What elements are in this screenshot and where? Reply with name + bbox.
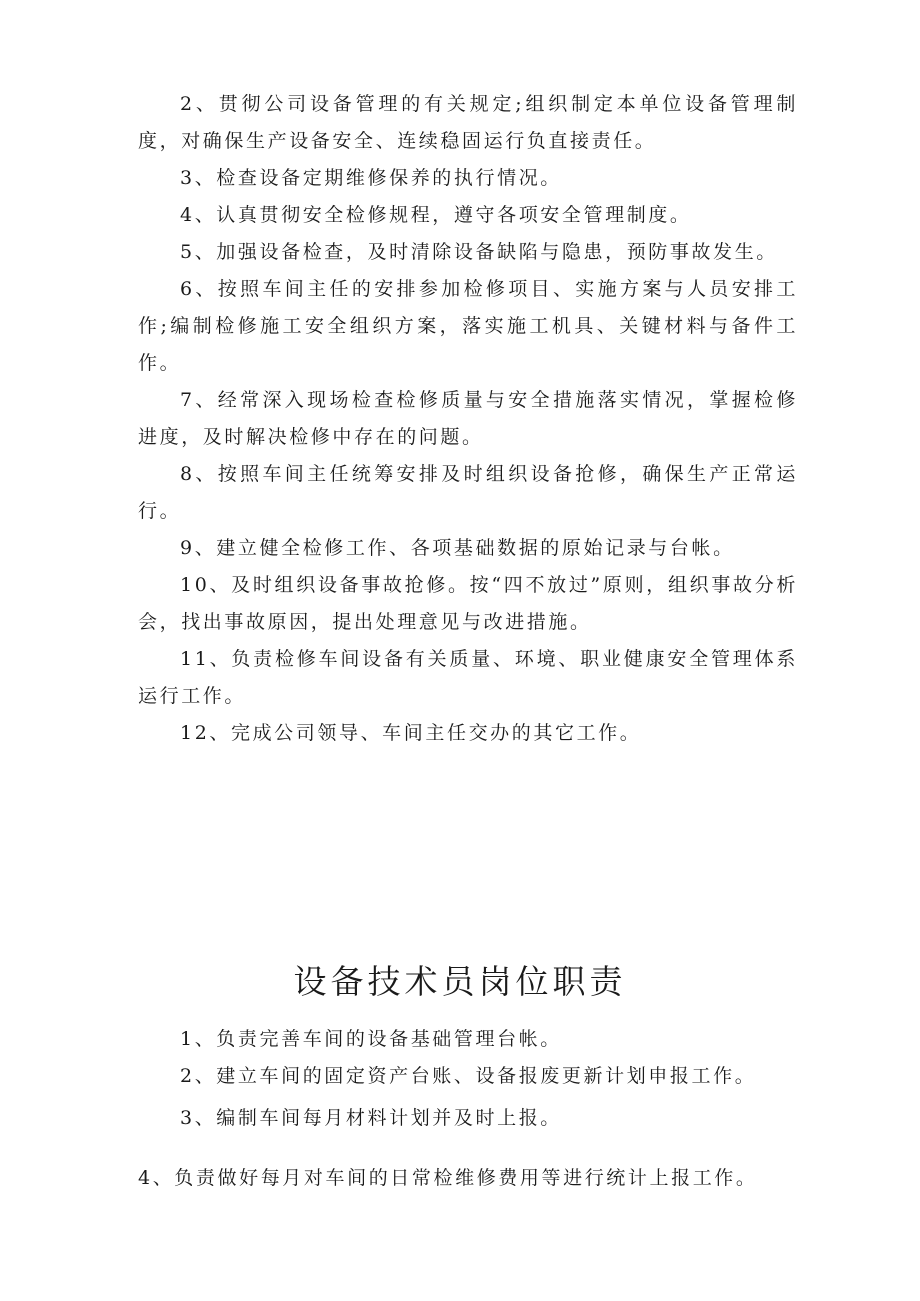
duty-item-5: 5、加强设备检查，及时清除设备缺陷与隐患，预防事故发生。	[180, 241, 778, 263]
technician-duty-4: 4、负责做好每月对车间的日常检维修费用等进行统计上报工作。	[138, 1167, 758, 1189]
duty-item-4: 4、认真贯彻安全检修规程，遵守各项安全管理制度。	[180, 204, 692, 226]
duty-item-12: 12、完成公司领导、车间主任交办的其它工作。	[180, 722, 642, 744]
duty-item-7: 7、经常深入现场检查检修质量与安全措施落实情况，掌握检修进度，及时解决检修中存在的问题。	[138, 389, 798, 448]
technician-duties-list	[138, 1021, 818, 1137]
section-title-technician: 设备技术员岗位职责	[293, 962, 627, 1001]
technician-duty-2: 2、建立车间的固定资产台账、设备报废更新计划申报工作。	[180, 1065, 757, 1087]
duty-item-11: 11、负责检修车间设备有关质量、环境、职业健康安全管理体系运行工作。	[138, 648, 798, 707]
technician-duty-3: 3、编制车间每月材料计划并及时上报。	[180, 1107, 562, 1129]
duty-item-3: 3、检查设备定期维修保养的执行情况。	[180, 167, 562, 189]
technician-duty-1: 1、负责完善车间的设备基础管理台帐。	[180, 1028, 562, 1050]
duty-item-9: 9、建立健全检修工作、各项基础数据的原始记录与台帐。	[180, 537, 735, 559]
duty-item-8: 8、按照车间主任统筹安排及时组织设备抢修，确保生产正常运行。	[138, 463, 798, 522]
duties-list-continued	[138, 86, 798, 752]
duty-item-10: 10、及时组织设备事故抢修。按“四不放过”原则，组织事故分析会，找出事故原因，提出处理意见与改进措施。	[138, 574, 798, 633]
duty-item-6: 6、按照车间主任的安排参加检修项目、实施方案与人员安排工作;编制检修施工安全组织方案，落实施工机具、关键材料与备件工作。	[138, 278, 798, 374]
duty-item-2: 2、贯彻公司设备管理的有关规定;组织制定本单位设备管理制度，对确保生产设备安全、连续稳固运行负直接责任。	[138, 93, 798, 152]
